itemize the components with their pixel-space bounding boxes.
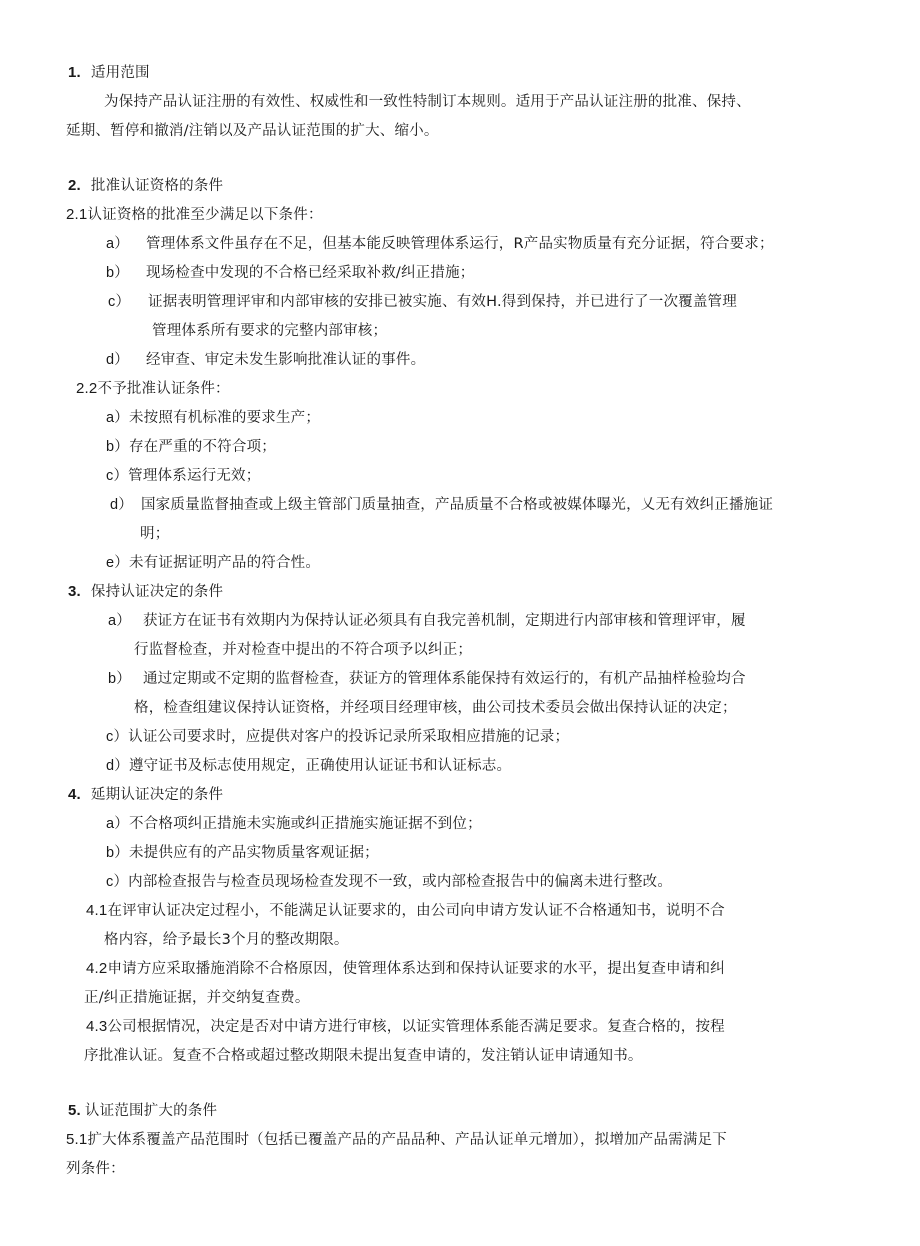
list-item: c）管理体系运行无效； [106, 468, 261, 484]
section-1-paragraph-line-1: 为保持产品认证注册的有效性、权威性和一致性特制订本规则。适用于产品认证注册的批准、保持、 [104, 94, 751, 110]
list-item: c）内部检查报告与检查员现场检查发现不一致，或内部检查报告中的偏离未进行整改。 [106, 874, 673, 890]
list-item: c） 证据表明管理评审和内部审核的安排已被实施、有效H.得到保持，并已进行了一次覆盖管理 [108, 294, 737, 310]
list-item: c）认证公司要求时，应提供对客户的投诉记录所采取相应措施的记录； [106, 729, 570, 745]
section-5-heading: 5. 认证范围扩大的条件 [68, 1102, 218, 1119]
section-2-2-heading: 2.2不予批准认证条件： [76, 380, 230, 397]
list-item: d）遵守证书及标志使用规定，正确使用认证证书和认证标志。 [106, 758, 512, 774]
list-item: d） 国家质量监督抽查或上级主管部门质量抽查，产品质量不合格或被媒体曝光，乂无有效纠正播施证 [110, 497, 774, 513]
section-4-heading: 4. 延期认证决定的条件 [68, 786, 224, 803]
section-4-1-line-2: 格内容，给予最长3个月的整改期限。 [104, 932, 349, 948]
section-4-2-line-1: 4.2申请方应采取播施消除不合格原因，使管理体系达到和保持认证要求的水平，提出复查申请和纠 [86, 960, 725, 977]
section-5-1-line-1: 5.1扩大体系覆盖产品范围时（包括已覆盖产品的产品品种、产品认证单元增加），拟增加产品需满足下 [66, 1131, 727, 1148]
list-item: b） 现场检查中发现的不合格已经采取补救/纠正措施； [106, 265, 475, 281]
list-item: a）未按照有机标准的要求生产； [106, 410, 321, 426]
section-4-3-line-1: 4.3公司根据情况，决定是否对中请方进行审核，以证实管理体系能否满足要求。复查合格的，按程 [86, 1018, 725, 1035]
list-item: a）不合格项纠正措施未实施或纠正措施实施证据不到位； [106, 816, 482, 832]
section-2-1-heading: 2.1认证资格的批准至少满足以下条件： [66, 206, 323, 223]
list-item-continuation: 格，检查组建议保持认证资格，并经项目经理审核，曲公司技术委员会做出保持认证的决定； [134, 700, 737, 716]
list-item: a） 获证方在证书有效期内为保持认证必须具有自我完善机制，定期进行内部审核和管理评审，履 [108, 613, 746, 629]
section-2-heading: 2. 批准认证资格的条件 [68, 177, 224, 194]
list-item: b） 通过定期或不定期的监督检查，获证方的管理体系能保持有效运行的，有机产品抽样检验均合 [108, 671, 746, 687]
list-item: a） 管理体系文件虽存在不足，但基本能反映管理体系运行，R产品实物质量有充分证据，符合要求； [106, 236, 774, 252]
list-item-continuation: 明； [140, 526, 170, 542]
section-4-3-line-2: 序批准认证。复查不合格或超过整改期限未提出复查申请的，发注销认证申请通知书。 [84, 1048, 643, 1064]
list-item: b）存在严重的不符合项； [106, 439, 276, 455]
section-5-1-line-2: 列条件： [66, 1161, 125, 1177]
section-3-heading: 3. 保持认证决定的条件 [68, 583, 224, 600]
list-item: b）未提供应有的产品实物质量客观证据； [106, 845, 379, 861]
section-4-1-line-1: 4.1在评审认证决定过程小，不能满足认证要求的，由公司向申请方发认证不合格通知书，说明不合 [86, 902, 725, 919]
list-item-continuation: 管理体系所有要求的完整内部审核； [152, 323, 388, 339]
list-item-continuation: 行监督检查，并对检查中提出的不符合项予以纠正； [134, 642, 473, 658]
section-1-paragraph-line-2: 延期、暂停和撤消/注销以及产品认证范围的扩大、缩小。 [66, 123, 439, 139]
section-1-heading: 1. 适用范围 [68, 64, 150, 81]
section-4-2-line-2: 正/纠正措施证据，并交纳复查费。 [84, 990, 310, 1006]
list-item: d） 经审查、审定未发生影响批准认证的事件。 [106, 352, 426, 368]
list-item: e）未有证据证明产品的符合性。 [106, 555, 321, 571]
